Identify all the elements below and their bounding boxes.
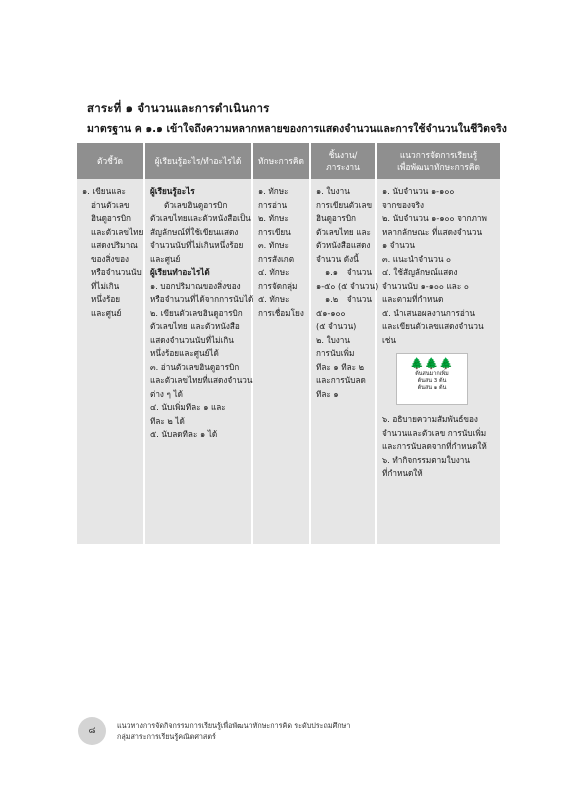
guide-line: ๕. นำเสนอผลงานการอ่าน bbox=[382, 307, 475, 318]
tree-figure-caption: ต้นสนมากเพิ่ม bbox=[415, 371, 449, 377]
learner-line: ตัวเลขไทย และตัวหนังสือ bbox=[150, 321, 240, 331]
guide-line: และเขียนตัวเลขแสดงจำนวน bbox=[382, 321, 484, 331]
guide-line: ที่กำหนดให้ bbox=[382, 468, 423, 478]
thinking-line: การเขียน bbox=[258, 226, 291, 237]
task-line: ๒. ใบงาน bbox=[316, 334, 350, 345]
header-indicator: ตัวชี้วัด bbox=[77, 143, 144, 179]
learner-line: สัญลักษณ์ที่ใช้เขียนแสดง bbox=[150, 226, 239, 237]
learner-line: ต่าง ๆ ได้ bbox=[150, 388, 183, 399]
guide-line: จำนวนนับ ๑-๑๐๐ และ ๐ bbox=[382, 280, 469, 291]
tree-figure bbox=[396, 353, 468, 405]
thinking-skill-cell bbox=[252, 179, 310, 544]
thinking-line: การเชื่อมโยง bbox=[258, 307, 304, 318]
header-task-line: ชิ้นงาน/ bbox=[328, 150, 358, 160]
learner-line: ๒. เขียนตัวเลขฮินดูอารบิก bbox=[150, 307, 243, 318]
thinking-line: การอ่าน bbox=[258, 199, 288, 210]
guide-line: และการนับลดจากที่กำหนดให้ bbox=[382, 441, 487, 451]
learner-line: ๓. อ่านตัวเลขฮินดูอารบิก bbox=[150, 361, 240, 372]
indicator-line: ที่ไม่เกิน bbox=[91, 280, 120, 291]
guide-line: ๑. นับจำนวน ๑-๑๐๐ bbox=[382, 186, 455, 196]
guide-line: จำนวนและตัวเลข การนับเพิ่ม bbox=[382, 427, 487, 438]
learner-line: ๔. นับเพิ่มทีละ ๑ และ bbox=[150, 402, 226, 412]
thinking-line: ๑. ทักษะ bbox=[258, 186, 289, 196]
tree-figure-caption: ต้นสน ๑ ต้น bbox=[417, 385, 447, 391]
learner-line: แสดงจำนวนนับที่ไม่เกิน bbox=[150, 334, 234, 345]
learner-know-heading: ผู้เรียนรู้อะไร bbox=[150, 186, 195, 196]
standard-heading: มาตรฐาน ค ๑.๑ เข้าใจถึงความหลากหลายของการแสดงจำนวนและการใช้จำนวนในชีวิตจริง bbox=[87, 123, 507, 135]
guide-line: ๒. นับจำนวน ๑-๑๐๐ จากภาพ bbox=[382, 213, 487, 223]
task-subitem-number: ๑.๒ bbox=[325, 294, 339, 304]
guide-line: หลากลักษณะ ที่แสดงจำนวน bbox=[382, 226, 483, 237]
learner-line: ทีละ ๒ ได้ bbox=[150, 415, 185, 426]
pine-trees-icon: 🌲🌲🌲 bbox=[409, 357, 455, 370]
task-subitem-text: จำนวน bbox=[346, 294, 372, 304]
task-line: จำนวน ดังนี้ bbox=[316, 253, 359, 264]
task-cell bbox=[310, 179, 379, 544]
header-guide-line: เพื่อพัฒนาทักษะการคิด bbox=[397, 162, 480, 172]
header-thinking-skill: ทักษะการคิด bbox=[252, 143, 310, 179]
footer-line: กลุ่มสาระการเรียนรู้คณิตศาสตร์ bbox=[117, 732, 216, 741]
learner-do-heading: ผู้เรียนทำอะไรได้ bbox=[150, 267, 210, 277]
indicator-line: หรือจำนวนนับ bbox=[91, 267, 142, 277]
indicator-line: ฮินดูอารบิก bbox=[91, 213, 131, 223]
header-guide-line: แนวการจัดการเรียนรู้ bbox=[399, 150, 478, 160]
curriculum-table bbox=[77, 143, 500, 544]
task-line: ตัวหนังสือแสดง bbox=[316, 240, 371, 250]
guide-line: เช่น bbox=[382, 334, 396, 345]
table-header-row bbox=[77, 143, 500, 179]
footer-line: แนวทางการจัดกิจกรรมการเรียนรู้เพื่อพัฒนาทักษะการคิด ระดับประถมศึกษา bbox=[117, 721, 351, 730]
indicator-line: และศูนย์ bbox=[91, 307, 122, 318]
task-line: ๑. ใบงาน bbox=[316, 186, 350, 196]
learner-line: ตัวเลขฮินดูอารบิก bbox=[164, 199, 228, 210]
task-line: ฮินดูอารบิก bbox=[316, 213, 356, 223]
task-line: ๕๑-๑๐๐ bbox=[316, 307, 346, 318]
task-line: (๕ จำนวน) bbox=[316, 321, 357, 331]
page-number: ๘ bbox=[78, 717, 106, 745]
task-line: และการนับลด bbox=[316, 375, 366, 385]
task-line: ตัวเลขไทย และ bbox=[316, 226, 371, 237]
table-row bbox=[77, 179, 500, 544]
learner-line: หนึ่งร้อยและศูนย์ได้ bbox=[150, 348, 219, 358]
guide-line: จากของจริง bbox=[382, 199, 425, 210]
learner-line: หรือจำนวนที่ได้จากการนับได้ bbox=[150, 294, 254, 304]
learner-line: จำนวนนับที่ไม่เกินหนึ่งร้อย bbox=[150, 240, 244, 250]
task-line: การเขียนตัวเลข bbox=[316, 199, 373, 210]
header-learner: ผู้เรียนรู้อะไร/ทำอะไรได้ bbox=[144, 143, 252, 179]
learner-line: ๑. บอกปริมาณของสิ่งของ bbox=[150, 280, 241, 291]
header-guide bbox=[376, 143, 500, 179]
guide-line: ๑ จำนวน bbox=[382, 240, 415, 250]
indicator-line: แสดงปริมาณ bbox=[91, 240, 138, 250]
tree-figure-caption: ต้นสน 3 ต้น bbox=[417, 378, 447, 384]
indicator-cell bbox=[77, 179, 144, 544]
task-line: การนับเพิ่ม bbox=[316, 348, 355, 358]
indicator-line: ๑. เขียนและ bbox=[82, 186, 126, 196]
thinking-line: ๕. ทักษะ bbox=[258, 294, 290, 304]
task-line: ๑-๕๐ (๕ จำนวน) bbox=[316, 280, 379, 291]
task-line: ทีละ ๑ ทีละ ๒ bbox=[316, 361, 365, 372]
task-subitem-number: ๑.๑ bbox=[325, 267, 338, 277]
footer-caption bbox=[117, 720, 350, 742]
strand-heading: สาระที่ ๑ จำนวนและการดำเนินการ bbox=[87, 101, 270, 115]
task-line: ทีละ ๑ bbox=[316, 388, 339, 399]
indicator-line: หนึ่งร้อย bbox=[91, 294, 121, 304]
thinking-line: ๒. ทักษะ bbox=[258, 213, 289, 223]
task-subitem bbox=[316, 293, 372, 307]
task-subitem-text: จำนวน bbox=[346, 267, 372, 277]
guide-line: ๖. ทำกิจกรรมตามใบงาน bbox=[382, 454, 470, 465]
header-task-line: ภาระงาน bbox=[326, 162, 360, 172]
thinking-line: ๓. ทักษะ bbox=[258, 240, 289, 250]
indicator-line: และตัวเลขไทย bbox=[91, 226, 144, 237]
guide-line: ๓. แนะนำจำนวน ๐ bbox=[382, 253, 452, 264]
thinking-line: ๔. ทักษะ bbox=[258, 267, 290, 277]
indicator-line: อ่านตัวเลข bbox=[91, 199, 130, 210]
header-task bbox=[310, 143, 376, 179]
thinking-line: การจัดกลุ่ม bbox=[258, 280, 298, 291]
guide-line: และตามที่กำหนด bbox=[382, 294, 444, 304]
learner-cell bbox=[144, 179, 252, 544]
thinking-line: การสังเกต bbox=[258, 253, 295, 264]
learner-line: ๕. นับลดทีละ ๑ ได้ bbox=[150, 429, 218, 439]
learner-line: ตัวเลขไทยและตัวหนังสือเป็น bbox=[150, 213, 251, 223]
guide-line: ๖. อธิบายความสัมพันธ์ของ bbox=[382, 414, 478, 424]
learner-line: และตัวเลขไทยที่แสดงจำนวน bbox=[150, 375, 253, 385]
guide-line: ๔. ใช้สัญลักษณ์แสดง bbox=[382, 267, 458, 277]
task-subitem bbox=[316, 266, 372, 280]
learner-line: และศูนย์ bbox=[150, 253, 181, 264]
guide-cell bbox=[376, 179, 500, 544]
indicator-line: ของสิ่งของ bbox=[91, 253, 130, 264]
